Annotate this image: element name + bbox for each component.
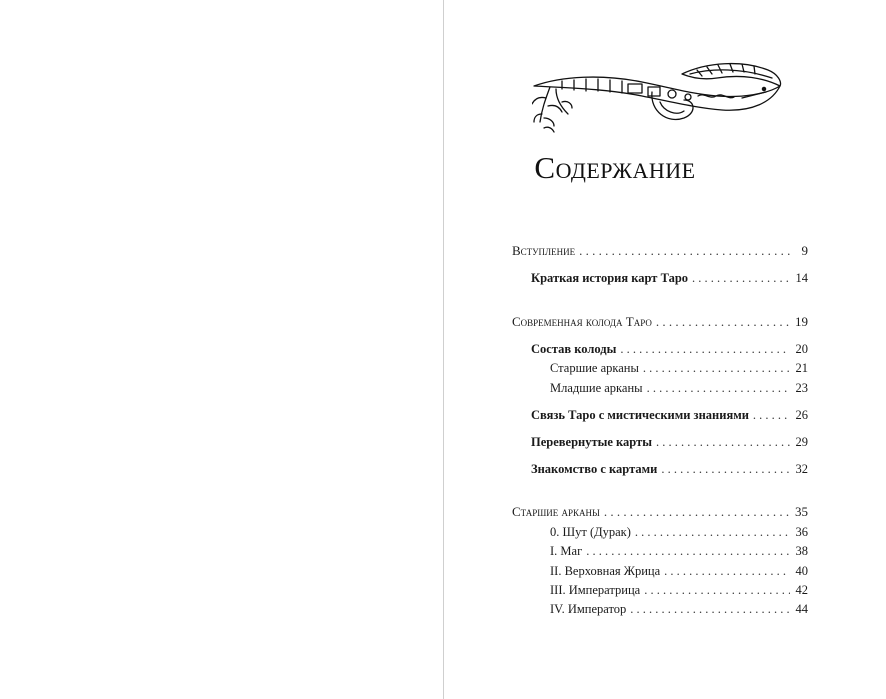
- toc-entry-page: 14: [795, 271, 808, 285]
- toc-entry-label: II. Верховная Жрица: [550, 564, 661, 578]
- toc-leader-dots: [620, 340, 790, 358]
- toc-entry-label: Краткая история карт Таро: [531, 271, 689, 285]
- page-title: Содержание: [534, 150, 696, 185]
- toc-entry[interactable]: [512, 313, 808, 331]
- toc-leader-dots: [643, 359, 790, 377]
- toc-entry[interactable]: [550, 562, 808, 580]
- toc-leader-dots: [586, 542, 790, 560]
- toc-entry[interactable]: [512, 242, 808, 260]
- toc-entry-page: 36: [795, 525, 808, 539]
- toc-entry[interactable]: [550, 581, 808, 599]
- toc-leader-dots: [664, 562, 790, 580]
- toc-entry-label: Связь Таро с мистическими знаниями: [531, 408, 749, 422]
- toc-leader-dots: [661, 460, 790, 478]
- toc-entry[interactable]: [531, 269, 808, 287]
- toc-entry-page: 44: [795, 602, 808, 616]
- toc-entry-label: I. Маг: [550, 544, 583, 558]
- toc-leader-dots: [604, 503, 790, 521]
- toc-entry-page: 21: [795, 361, 808, 375]
- toc-entry[interactable]: [550, 600, 808, 618]
- toc-entry-page: 26: [795, 408, 808, 422]
- toc-entry-label: Вступление: [512, 243, 576, 258]
- toc-leader-dots: [647, 379, 790, 397]
- toc-leader-dots: [644, 581, 790, 599]
- toc-entry-label: Современная колода Таро: [512, 314, 652, 329]
- toc-leader-dots: [579, 242, 790, 260]
- decorative-feather-snake-icon: [532, 56, 784, 136]
- toc-entry[interactable]: [531, 406, 808, 424]
- toc-entry-page: 38: [795, 544, 808, 558]
- toc-entry[interactable]: [550, 523, 808, 541]
- toc-entry-label: 0. Шут (Дурак): [550, 525, 631, 539]
- toc-leader-dots: [635, 523, 790, 541]
- toc-entry[interactable]: [550, 359, 808, 377]
- toc-entry-page: 23: [795, 381, 808, 395]
- toc-entry[interactable]: [531, 460, 808, 478]
- toc-entry-label: Знакомство с картами: [531, 462, 658, 476]
- toc-entry[interactable]: [550, 542, 808, 560]
- toc-entry-label: Старшие арканы: [512, 504, 600, 519]
- toc-entry-page: 20: [795, 342, 808, 356]
- toc-entry-page: 32: [795, 462, 808, 476]
- toc-entry-label: III. Императрица: [550, 583, 641, 597]
- toc-entry-page: 35: [795, 504, 808, 519]
- toc-entry-page: 42: [795, 583, 808, 597]
- toc-leader-dots: [630, 600, 790, 618]
- toc-entry-label: Перевернутые карты: [531, 435, 652, 449]
- toc-entry[interactable]: [531, 433, 808, 451]
- toc-entry-page: 29: [795, 435, 808, 449]
- toc-entry[interactable]: [531, 340, 808, 358]
- toc-entry-page: 40: [795, 564, 808, 578]
- toc-leader-dots: [656, 313, 790, 331]
- toc-leader-dots: [753, 406, 790, 424]
- toc-entry-label: Старшие арканы: [550, 361, 639, 375]
- toc-leader-dots: [656, 433, 790, 451]
- toc-entry-label: Младшие арканы: [550, 381, 643, 395]
- toc-entry[interactable]: [550, 379, 808, 397]
- toc-leader-dots: [692, 269, 790, 287]
- toc-entry-page: 9: [801, 243, 808, 258]
- toc-entry-label: IV. Император: [550, 602, 627, 616]
- toc-entry-label: Состав колоды: [531, 342, 617, 356]
- toc-entry[interactable]: [512, 503, 808, 521]
- toc-entry-page: 19: [795, 314, 808, 329]
